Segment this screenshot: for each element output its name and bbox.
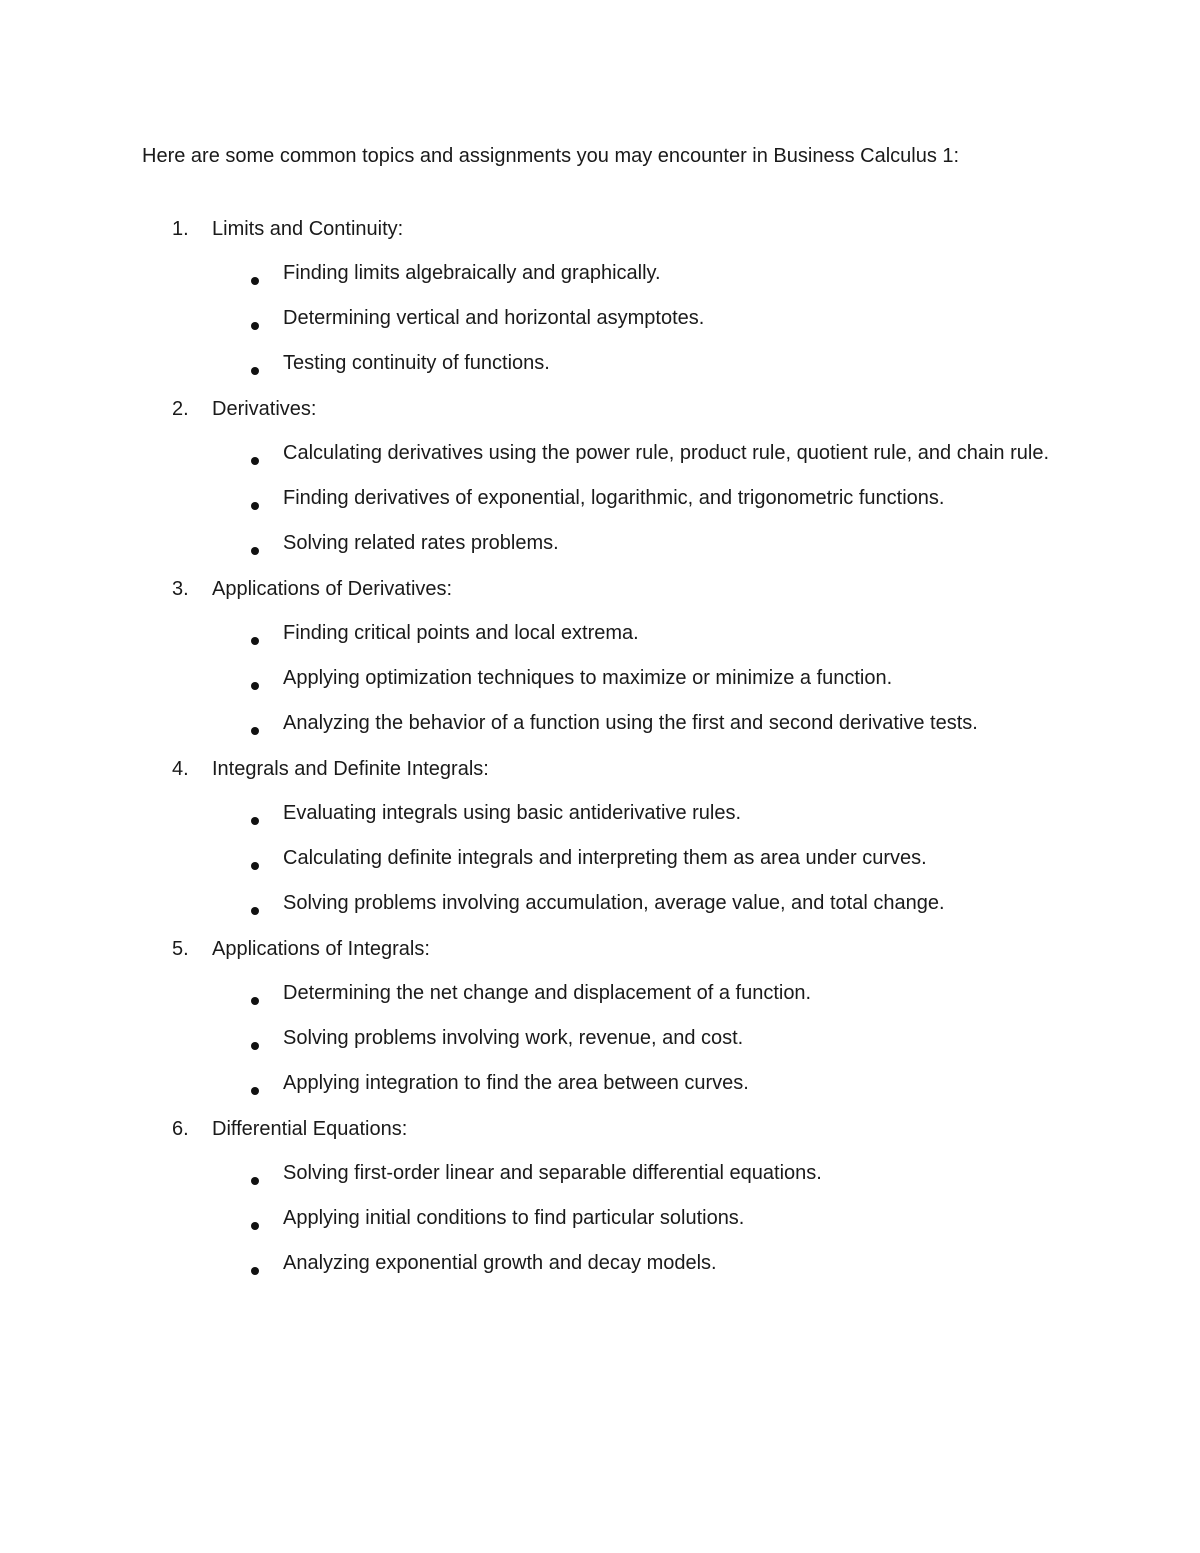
topic-number: 1.	[172, 218, 189, 240]
topic-list	[0, 213, 1200, 1293]
bullet-icon	[251, 1087, 259, 1095]
bullet-icon	[251, 907, 259, 915]
bullet-icon	[251, 1042, 259, 1050]
subtopic-text: Determining vertical and horizontal asymptotes.	[283, 307, 705, 329]
topic-number: 4.	[172, 758, 189, 780]
subtopic-text: Solving first-order linear and separable differential equations.	[283, 1162, 822, 1184]
subtopic-text: Solving problems involving work, revenue, and cost.	[283, 1027, 744, 1049]
subtopic-item	[0, 348, 1200, 393]
subtopic-text: Applying optimization techniques to maximize or minimize a function.	[283, 667, 893, 689]
bullet-icon	[251, 367, 259, 375]
bullet-icon	[251, 682, 259, 690]
bullet-icon	[251, 1267, 259, 1275]
bullet-icon	[251, 277, 259, 285]
subtopic-item	[0, 708, 1200, 753]
subtopic-text: Solving related rates problems.	[283, 532, 559, 554]
topic-title: Applications of Derivatives:	[212, 578, 453, 600]
bullet-icon	[251, 502, 259, 510]
subtopic-item	[0, 1248, 1200, 1293]
bullet-icon	[251, 862, 259, 870]
topic-number: 5.	[172, 938, 189, 960]
subtopic-text: Determining the net change and displacement of a function.	[283, 982, 812, 1004]
bullet-icon	[251, 727, 259, 735]
subtopic-text: Analyzing exponential growth and decay models.	[283, 1252, 717, 1274]
topic-item	[0, 753, 1200, 933]
subtopic-text: Finding critical points and local extrema.	[283, 622, 639, 644]
subtopic-text: Evaluating integrals using basic antiderivative rules.	[283, 802, 742, 824]
topic-number: 2.	[172, 398, 189, 420]
subtopic-text: Finding derivatives of exponential, logarithmic, and trigonometric functions.	[283, 487, 945, 509]
bullet-icon	[251, 1222, 259, 1230]
subtopic-list	[0, 798, 1200, 933]
subtopic-list	[0, 258, 1200, 393]
subtopic-text: Calculating derivatives using the power rule, product rule, quotient rule, and chain rule.	[283, 442, 1049, 464]
bullet-icon	[251, 457, 259, 465]
subtopic-list	[0, 438, 1200, 573]
topic-number: 6.	[172, 1118, 189, 1140]
topic-title: Differential Equations:	[212, 1118, 408, 1140]
topic-title: Applications of Integrals:	[212, 938, 430, 960]
topic-item	[0, 933, 1200, 1113]
subtopic-text: Analyzing the behavior of a function using the first and second derivative tests.	[283, 712, 978, 734]
subtopic-text: Calculating definite integrals and interpreting them as area under curves.	[283, 847, 927, 869]
topic-title: Integrals and Definite Integrals:	[212, 758, 489, 780]
subtopic-text: Testing continuity of functions.	[283, 352, 550, 374]
subtopic-item	[0, 528, 1200, 573]
topic-title: Derivatives:	[212, 398, 317, 420]
subtopic-item	[0, 888, 1200, 933]
topic-title: Limits and Continuity:	[212, 218, 404, 240]
intro-paragraph: Here are some common topics and assignments you may encounter in Business Calculus 1:	[142, 145, 960, 167]
topic-item	[0, 573, 1200, 753]
bullet-icon	[251, 322, 259, 330]
subtopic-text: Solving problems involving accumulation, average value, and total change.	[283, 892, 945, 914]
bullet-icon	[251, 637, 259, 645]
subtopic-text: Applying integration to find the area between curves.	[283, 1072, 749, 1094]
bullet-icon	[251, 997, 259, 1005]
topic-item	[0, 213, 1200, 393]
topic-item	[0, 393, 1200, 573]
bullet-icon	[251, 1177, 259, 1185]
bullet-icon	[251, 817, 259, 825]
topic-item	[0, 1113, 1200, 1293]
subtopic-item	[0, 1068, 1200, 1113]
topic-number: 3.	[172, 578, 189, 600]
bullet-icon	[251, 547, 259, 555]
subtopic-list	[0, 618, 1200, 753]
subtopic-text: Applying initial conditions to find particular solutions.	[283, 1207, 745, 1229]
subtopic-list	[0, 1158, 1200, 1293]
subtopic-list	[0, 978, 1200, 1113]
subtopic-text: Finding limits algebraically and graphically.	[283, 262, 661, 284]
